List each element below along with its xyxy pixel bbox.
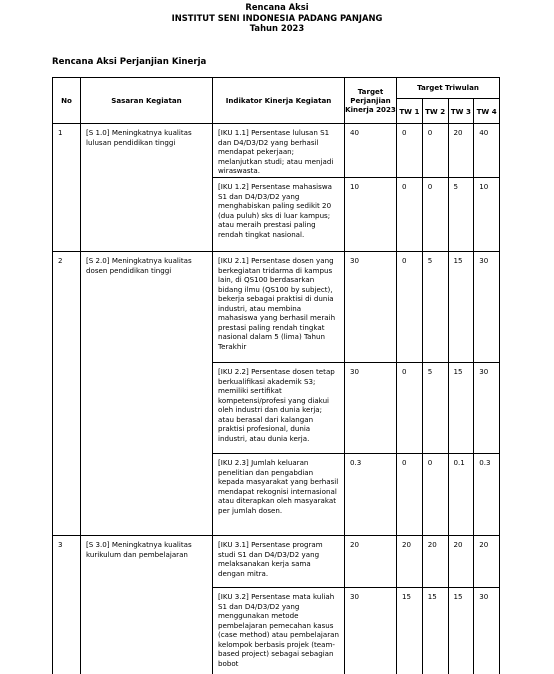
indikator-item: [IKU 1.2] Persentase mahasiswa S1 dan D4/D3/D2 yang menghabiskan paling sedikit 20 (dua puluh) sks di luar kampus; atau meraih prestasi paling rendah tingkat nasional.: [218, 182, 332, 239]
tw2-value: 0: [427, 182, 433, 191]
tw3-value: 5: [453, 182, 459, 191]
row-no: 2: [53, 252, 81, 536]
tw1-value: 0: [397, 363, 422, 454]
indikator-cell: [213, 124, 345, 252]
tw2-value: 0: [427, 458, 433, 467]
header-line-1: Rencana Aksi: [245, 2, 309, 12]
tw1-value: 15: [402, 592, 412, 601]
tw1-value: 0: [397, 252, 422, 363]
table-row: [53, 252, 500, 536]
indikator-item: [IKU 2.3] Jumlah keluaran penelitian dan pengabdian kepada masyarakat yang berhasil mendapat rekognisi internasional atau diterapkan oleh masyarakat per jumlah dosen.: [218, 458, 339, 515]
tw3-value: 15: [449, 363, 474, 454]
header-tw2: TW 2: [422, 99, 448, 124]
tw1-cell: [397, 124, 423, 252]
header-target: Target Perjanjian Kinerja 2023: [345, 78, 397, 124]
tw3-value: 0.1: [453, 458, 465, 467]
rencana-aksi-table: [52, 77, 500, 674]
tw2-cell: [422, 536, 448, 674]
header-tw3: TW 3: [448, 99, 474, 124]
header-line-3: Tahun 2023: [249, 23, 305, 34]
tw2-value: 15: [427, 592, 437, 601]
tw4-cell: [474, 124, 500, 252]
indikator-item: [IKU 3.2] Persentase mata kuliah S1 dan D4/D3/D2 yang menggunakan metode pembelajaran pemecahan kasus (case method) atau pembelajaran kelompok berbasis projek (team-based project) sebagai sebagian bobot: [218, 592, 340, 668]
tw1-cell: [397, 252, 423, 536]
row-no: 1: [53, 124, 81, 252]
tw4-value: 30: [479, 592, 489, 601]
tw4-cell: [474, 252, 500, 536]
tw1-value: 0: [402, 458, 407, 467]
tw3-value: 15: [449, 252, 474, 363]
target-value: 40: [345, 124, 396, 178]
indikator-cell: [213, 252, 345, 536]
target-value: 0.3: [350, 458, 362, 467]
indikator-item: [IKU 1.1] Persentase lulusan S1 dan D4/D3/D2 yang berhasil mendapat pekerjaan; melanjutkan studi; atau menjadi wiraswasta.: [213, 124, 344, 178]
indikator-item: [IKU 3.1] Persentase program studi S1 dan D4/D3/D2 yang melaksanakan kerja sama dengan mitra.: [213, 536, 344, 588]
table-row: [53, 124, 500, 252]
header-line-2: INSTITUT SENI INDONESIA PADANG PANJANG: [171, 12, 383, 23]
table-row: [53, 536, 500, 674]
target-value: 10: [350, 182, 360, 191]
document-header: [0, 0, 554, 34]
tw2-value: 5: [423, 363, 448, 454]
indikator-item: [IKU 2.1] Persentase dosen yang berkegiatan tridarma di kampus lain, di QS100 berdasarkan bidang ilmu (QS100 by subject), bekerja sebagai praktisi di dunia industri, atau membina mahasiswa yang berhasil meraih prestasi paling rendah tingkat nasional dalam 5 (lima) Tahun Terakhir: [213, 252, 344, 363]
tw3-value: 20: [449, 536, 474, 588]
tw4-value: 40: [474, 124, 499, 178]
target-value: 30: [350, 592, 360, 601]
tw1-value: 0: [402, 182, 407, 191]
target-value: 30: [345, 252, 396, 363]
tw3-value: 15: [453, 592, 463, 601]
tw3-cell: [448, 536, 474, 674]
target-value: 20: [345, 536, 396, 588]
header-indikator: Indikator Kinerja Kegiatan: [213, 78, 345, 124]
tw4-cell: [474, 536, 500, 674]
tw4-value: 10: [479, 182, 489, 191]
tw2-value: 0: [423, 124, 448, 178]
target-cell: [345, 252, 397, 536]
section-title: Rencana Aksi Perjanjian Kinerja: [52, 57, 207, 67]
header-target-triwulan: Target Triwulan: [397, 78, 500, 99]
tw4-value: 20: [474, 536, 499, 588]
tw4-value: 0.3: [479, 458, 491, 467]
tw4-value: 30: [474, 252, 499, 363]
header-no: No: [53, 78, 81, 124]
tw2-value: 5: [423, 252, 448, 363]
indikator-item: [IKU 2.2] Persentase dosen tetap berkualifikasi akademik S3; memiliki sertifikat kompetensi/profesi yang diakui oleh industri dan dunia kerja; atau berasal dari kalangan praktisi profesional, dunia industri, atau dunia kerja.: [213, 363, 344, 454]
tw4-value: 30: [474, 363, 499, 454]
tw3-value: 20: [449, 124, 474, 178]
tw1-cell: [397, 536, 423, 674]
target-cell: [345, 124, 397, 252]
row-sasaran: [S 1.0] Meningkatnya kualitas lulusan pendidikan tinggi: [81, 124, 213, 252]
indikator-cell: [213, 536, 345, 674]
header-tw1: TW 1: [397, 99, 423, 124]
target-cell: [345, 536, 397, 674]
row-sasaran: [S 2.0] Meningkatnya kualitas dosen pendidikan tinggi: [81, 252, 213, 536]
tw1-value: 0: [397, 124, 422, 178]
tw3-cell: [448, 252, 474, 536]
tw2-cell: [422, 124, 448, 252]
tw1-value: 20: [397, 536, 422, 588]
tw2-value: 20: [423, 536, 448, 588]
header-tw4: TW 4: [474, 99, 500, 124]
row-sasaran: [S 3.0] Meningkatnya kualitas kurikulum dan pembelajaran: [81, 536, 213, 674]
target-value: 30: [345, 363, 396, 454]
tw3-cell: [448, 124, 474, 252]
tw2-cell: [422, 252, 448, 536]
header-sasaran: Sasaran Kegiatan: [81, 78, 213, 124]
row-no: 3: [53, 536, 81, 674]
